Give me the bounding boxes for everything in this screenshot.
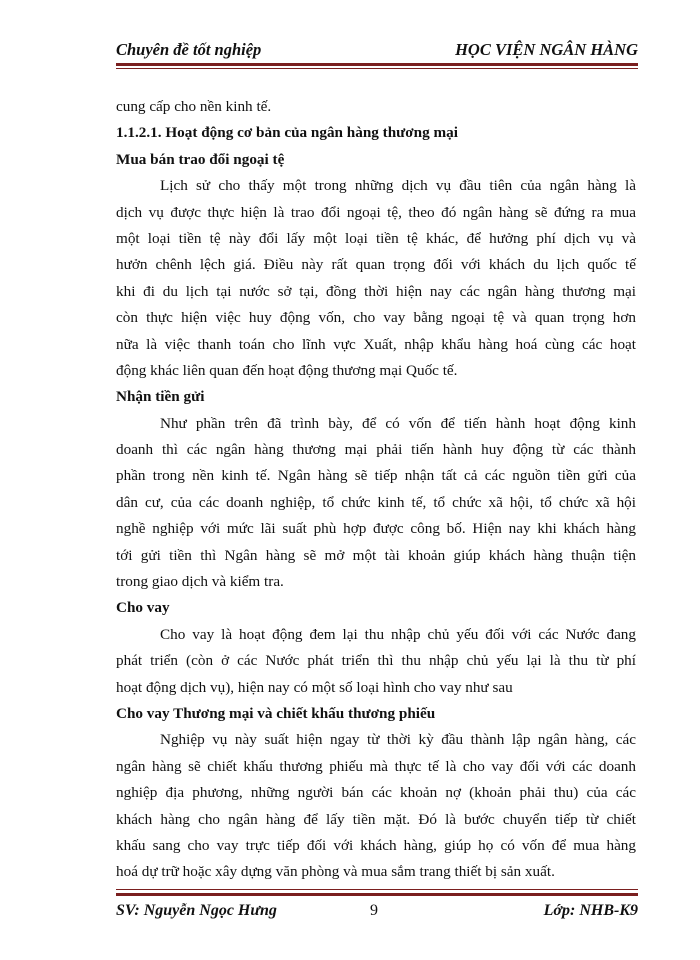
body-line: tới gửi tiền thì Ngân hàng sẽ mở một tài khoản giúp khách hàng thuận tiện xyxy=(116,546,636,564)
body-line: khi đi du lịch tại nước sở tại, đồng thời hiện nay các ngân hàng thương mại xyxy=(116,282,636,300)
body-line: động khác liên quan đến hoạt động thương mại Quốc tế. xyxy=(116,361,458,379)
body-line: một loại tiền tệ này đổi lấy một loại tiền tệ khác, để hưởng phí dịch vụ và xyxy=(116,229,636,247)
subsection-heading: Cho vay Thương mại và chiết khấu thương phiếu xyxy=(116,704,436,722)
header-rule-thick xyxy=(116,63,638,66)
body-line: doanh thì các ngân hàng thương mại phải tiến hành huy động từ các thành xyxy=(116,441,636,459)
header-left-title: Chuyên đề tốt nghiệp xyxy=(116,40,262,59)
body-line: Lịch sử cho thấy một trong những dịch vụ đầu tiên của ngân hàng là xyxy=(160,177,636,195)
body-line: dân cư, của các doanh nghiệp, tổ chức kinh tế, tổ chức xã hội, tổ chức xã hội xyxy=(116,493,636,511)
body-line: nghiệp địa phương, những người bán các khoản nợ (khoản phải thu) của các xyxy=(116,784,636,802)
body-line: cung cấp cho nền kinh tế. xyxy=(116,98,272,115)
body-line: Như phần trên đã trình bày, để có vốn để tiến hành hoạt động kinh xyxy=(160,414,636,432)
body-line: phần trong nền kinh tế. Ngân hàng sẽ tiếp nhận tất cả các nguồn tiền gửi của xyxy=(116,467,636,485)
body-line: hưởn chênh lệch giá. Điều này rất quan trọng đối với khách du lịch quốc tế xyxy=(116,256,636,274)
body-line: hoạt động dịch vụ), hiện nay có một số loại hình cho vay như sau xyxy=(116,678,513,696)
body-line: trong giao dịch và kiểm tra. xyxy=(116,573,284,591)
body-line: khách hàng cho ngân hàng để lấy tiền mặt. Đó là bước chuyển tiếp từ chiết xyxy=(116,810,636,828)
body-line: dịch vụ được thực hiện là trao đổi ngoại tệ, theo đó ngân hàng sẽ đứng ra mua xyxy=(116,203,636,221)
footer-class: Lớp: NHB-K9 xyxy=(543,902,638,919)
header-right-title: HỌC VIỆN NGÂN HÀNG xyxy=(455,40,638,59)
body-line: Cho vay là hoạt động đem lại thu nhập chủ yếu đối với các Nước đang xyxy=(160,625,636,643)
subsection-heading: Mua bán trao đổi ngoại tệ xyxy=(116,150,285,168)
body-line: còn thực hiện việc huy động vốn, cho vay bằng ngoại tệ và quan trọng hơn xyxy=(116,309,636,327)
body-line: Nghiệp vụ này suất hiện ngay từ thời kỳ đầu thành lập ngân hàng, các xyxy=(160,731,636,749)
section-heading: 1.1.2.1. Hoạt động cơ bản của ngân hàng thương mại xyxy=(116,124,458,142)
body-line: hoá dự trữ hoặc xây dựng văn phòng và mua sắm trang thiết bị sản xuất. xyxy=(116,863,555,881)
page-footer xyxy=(116,902,638,924)
body-line: phát triển (còn ở các Nước phát triển thì thu nhập chủ yếu lại là thu từ phí xyxy=(116,652,636,670)
subsection-heading: Cho vay xyxy=(116,599,170,617)
body-line: nghề nghiệp với mức lãi suất phù hợp được công bố. Hiện nay khi khách hàng xyxy=(116,520,636,538)
body-line: khấu sang cho vay trực tiếp đối với khách hàng, giúp họ có vốn để mua hàng xyxy=(116,836,636,854)
header-rule-thin xyxy=(116,68,638,69)
page-body xyxy=(116,94,636,886)
page-header xyxy=(116,38,638,62)
body-line: nữa là việc thanh toán cho lĩnh vực Xuất, nhập khẩu hàng hoá cùng các hoạt xyxy=(116,335,636,353)
footer-student-name: SV: Nguyễn Ngọc Hưng xyxy=(116,902,277,919)
body-line: ngân hàng sẽ chiết khấu thương phiếu mà thực tế là cho vay đối với các doanh xyxy=(116,757,636,775)
footer-rule-thick xyxy=(116,893,638,896)
footer-page-number: 9 xyxy=(370,902,378,919)
subsection-heading: Nhận tiền gửi xyxy=(116,388,205,406)
footer-rule-thin xyxy=(116,889,638,890)
